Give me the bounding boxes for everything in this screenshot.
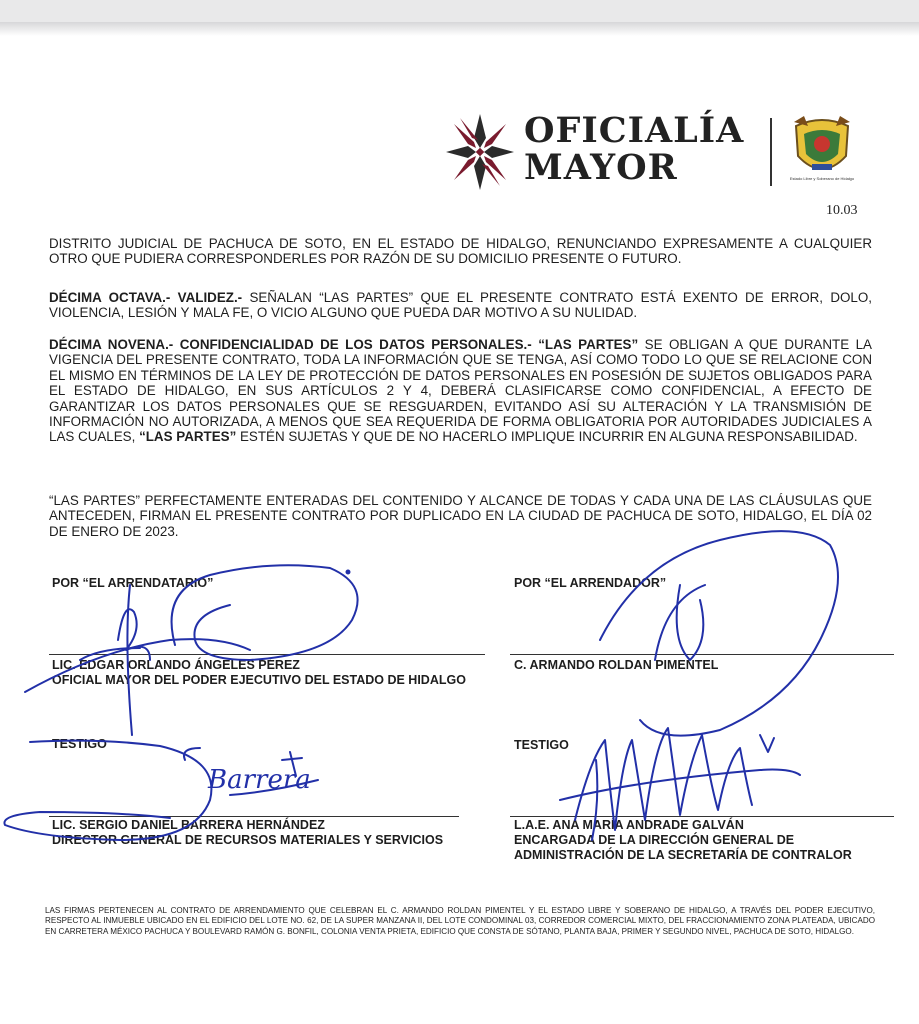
oficialia-star-icon (444, 112, 516, 192)
logo-divider (770, 118, 772, 186)
logo-line-1: OFICIALÍA (524, 110, 745, 151)
witness-label-right: TESTIGO (514, 738, 569, 752)
lessor-name: C. ARMANDO ROLDAN PIMENTEL (514, 658, 719, 672)
paragraph-closing: “LAS PARTES” PERFECTAMENTE ENTERADAS DEL CONTENIDO Y ALCANCE DE TODAS Y CADA UNA DE LAS CLÁUSULAS QUE ANTECEDEN, FIRMAN EL PRESENTE CONTRATO POR DUPLICADO EN LA CIUDAD DE PACHUCA DE SOTO, HIDALGO, EL DÍA 02 DE ENERO DE 2023. (49, 493, 872, 539)
witness-left-signature-line (49, 816, 459, 817)
witness-left-name: LIC. SERGIO DANIEL BARRERA HERNÁNDEZ (52, 818, 325, 832)
viewer-top-bar (0, 0, 919, 22)
lessor-signature-line (510, 654, 894, 655)
footnote: LAS FIRMAS PERTENECEN AL CONTRATO DE ARRENDAMIENTO QUE CELEBRAN EL C. ARMANDO ROLDAN PIMENTEL Y EL ESTADO LIBRE Y SOBERANO DE HIDALGO, A TRAVÉS DEL PODER EJECUTIVO, RESPECTO AL INMUEBLE UBICADO EN EL EDIFICIO DEL LOTE NO. 62, DE LA SUPER MANZANA II, DEL LOTE CONDOMINAL 03, CORREDOR COMERCIAL MIXTO, DEL FRACCIONAMIENTO ZONA PLATEADA, UBICADO EN CARRETERA MÉXICO PACHUCA Y BOULEVARD RAMÓN G. BONFIL, COLONIA VENTA PRIETA, EDIFICIO QUE CONSTA DE SÓTANO, PLANTA BAJA, PRIMER Y SEGUNDO NIVEL, PACHUCA DE SOTO, HIDALGO. (45, 906, 875, 936)
witness-right-title-2: ADMINISTRACIÓN DE LA SECRETARÍA DE CONTRALOR (514, 848, 852, 862)
witness-left-name-block (52, 818, 452, 848)
lessor-label: POR “EL ARRENDADOR” (514, 576, 667, 590)
witness-right-title-1: ENCARGADA DE LA DIRECCIÓN GENERAL DE (514, 833, 795, 847)
clause-heading-validity: DÉCIMA OCTAVA.- VALIDEZ.- (49, 290, 243, 305)
witness-right-name-block (514, 818, 904, 863)
lessor-signature (600, 531, 838, 736)
witness-right-name: L.A.E. ANA MARÍA ANDRADE GALVÁN (514, 818, 744, 832)
clause-text-confidentiality-1: SE OBLIGAN A QUE DURANTE LA VIGENCIA DEL PRESENTE CONTRATO, TODA LA INFORMACIÓN QUE SE TENGA, ASÍ COMO TODO LO QUE SE RELACIONE CON EL MISMO EN TÉRMINOS DE LA LEY DE PROTECCIÓN DE DATOS PERSONALES EN POSESIÓN DE SUJETOS OBLIGADOS PARA EL ESTADO DE HIDALGO, EN SUS ARTÍCULOS 2 Y 4, DEBERÁ CLASIFICARSE COMO CONFIDENCIAL, A EFECTO DE GARANTIZAR LOS DATOS PERSONALES QUE SE RESGUARDEN, EVITANDO ASÍ SU ALTERACIÓN Y LA TRANSMISIÓN DE INFORMACIÓN NO AUTORIZADA, A MENOS QUE SEA REQUERIDA DE FORMA OBLIGATORIA POR AUTORIDADES JUDICIALES A LAS CUALES, (49, 337, 872, 445)
lessee-name-block (52, 658, 472, 688)
parties-emphasis: “LAS PARTES” (139, 429, 237, 445)
lessee-name: LIC. EDGAR ORLANDO ÁNGELES PÉREZ (52, 658, 300, 672)
paragraph-confidentiality (49, 337, 872, 445)
paragraph-validity (49, 290, 872, 321)
page-number: 10.03 (826, 203, 858, 218)
clause-text-confidentiality-2: ESTÉN SUJETAS Y QUE DE NO HACERLO IMPLIQUE INCURRIR EN ALGUNA RESPONSABILIDAD. (236, 429, 858, 445)
viewer-top-shadow (0, 22, 919, 36)
lessee-title: OFICIAL MAYOR DEL PODER EJECUTIVO DEL ESTADO DE HIDALGO (52, 673, 466, 687)
paragraph-jurisdiction: DISTRITO JUDICIAL DE PACHUCA DE SOTO, EN EL ESTADO DE HIDALGO, RENUNCIANDO EXPRESAMENTE A CUALQUIER OTRO QUE PUDIERA CORRESPONDERLES POR RAZÓN DE SU DOMICILIO PRESENTE O FUTURO. (49, 236, 872, 267)
lessee-signature-line (49, 654, 485, 655)
coat-caption: Estado Libre y Soberano de Hidalgo (789, 176, 855, 181)
oficialia-mayor-logo-text (524, 112, 744, 186)
witness-label-left: TESTIGO (52, 737, 107, 751)
logo-line-2: MAYOR (524, 147, 678, 188)
lessee-label: POR “EL ARRENDATARIO” (52, 576, 214, 590)
witness-right-signature-line (510, 816, 894, 817)
parties-emphasis: “LAS PARTES” (538, 337, 639, 352)
clause-heading-confidentiality: DÉCIMA NOVENA.- CONFIDENCIALIDAD DE LOS DATOS PERSONALES.- (49, 337, 532, 352)
witness-left-signature-word: Barrera (208, 765, 311, 795)
witness-left-title: DIRECTOR GENERAL DE RECURSOS MATERIALES Y SERVICIOS (52, 833, 444, 847)
clause-text-validity: SEÑALAN “LAS PARTES” QUE EL PRESENTE CONTRATO ESTÁ EXENTO DE ERROR, DOLO, VIOLENCIA, LESIÓN Y MALA FE, O VICIO ALGUNO QUE PUEDA DAR MOTIVO A SU NULIDAD. (49, 290, 872, 321)
